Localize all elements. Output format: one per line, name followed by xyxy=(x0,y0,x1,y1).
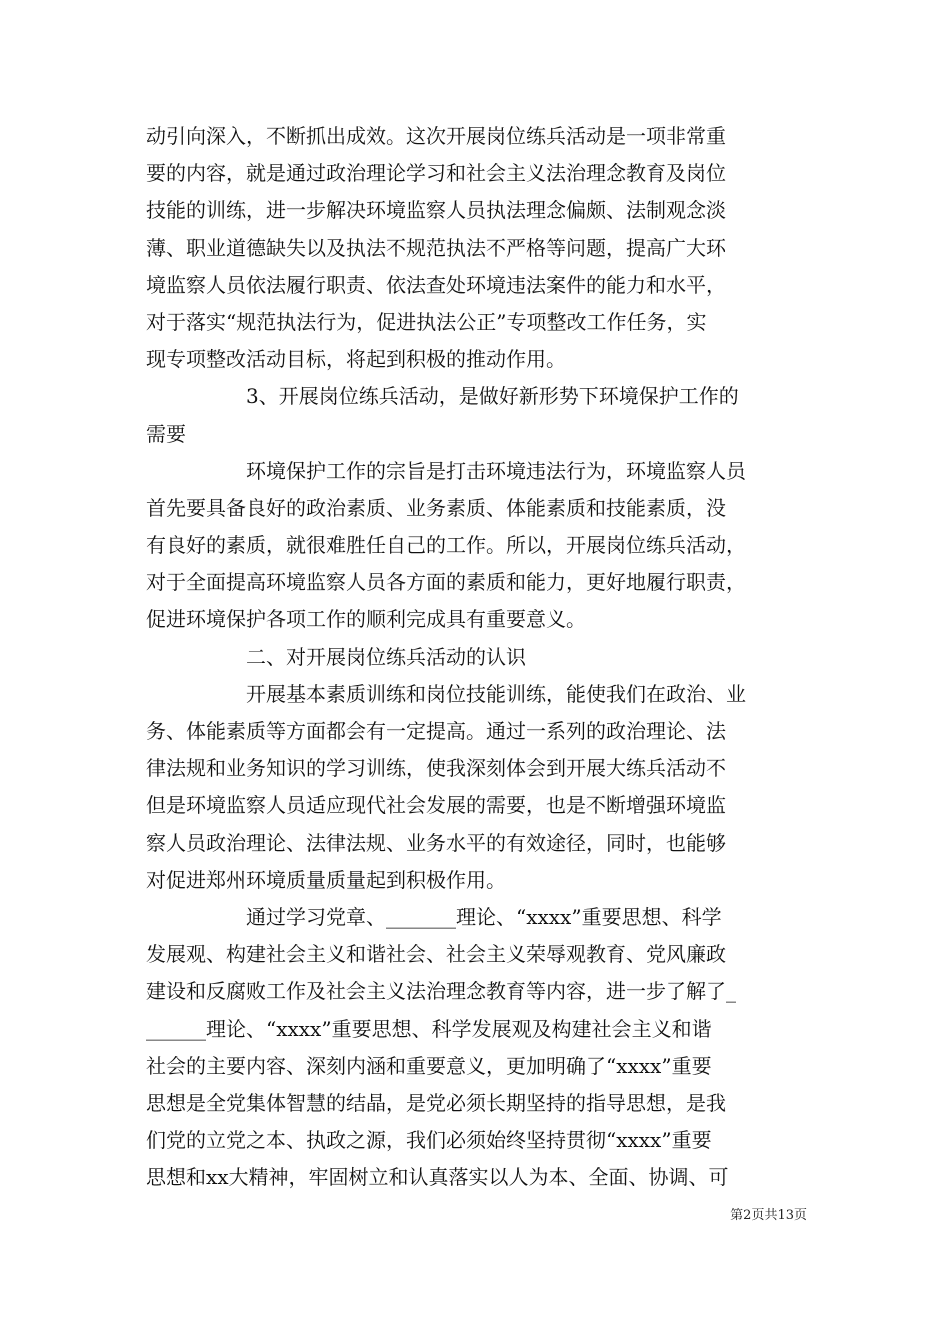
text-line: 对于落实“规范执法行为，促进执法公正”专项整改工作任务，实 xyxy=(146,309,707,334)
text-line: 需要 xyxy=(146,421,186,446)
body-text xyxy=(146,118,810,1196)
text-line: 二、对开展岗位练兵活动的认识 xyxy=(246,644,526,669)
text-line: ______理论、“xxxx”重要思想、科学发展观及构建社会主义和谐 xyxy=(146,1016,712,1041)
text-line: 社会的主要内容、深刻内涵和重要意义，更加明确了“xxxx”重要 xyxy=(146,1053,712,1078)
text-line: 薄、职业道德缺失以及执法不规范执法不严格等问题，提高广大环 xyxy=(146,235,726,260)
text-line: 有良好的素质，就很难胜任自己的工作。所以，开展岗位练兵活动， xyxy=(146,533,746,558)
text-line: 技能的训练，进一步解决环境监察人员执法理念偏颇、法制观念淡 xyxy=(146,198,726,223)
text-line: 首先要具备良好的政治素质、业务素质、体能素质和技能素质，没 xyxy=(146,495,726,520)
text-line: 对促进郑州环境质量质量起到积极作用。 xyxy=(146,867,506,892)
text-line: 察人员政治理论、法律法规、业务水平的有效途径，同时，也能够 xyxy=(146,830,726,855)
text-line: 要的内容，就是通过政治理论学习和社会主义法治理念教育及岗位 xyxy=(146,161,726,186)
text-line: 但是环境监察人员适应现代社会发展的需要，也是不断增强环境监 xyxy=(146,793,726,818)
text-line: 现专项整改活动目标，将起到积极的推动作用。 xyxy=(146,347,566,372)
text-line: 对于全面提高环境监察人员各方面的素质和能力，更好地履行职责， xyxy=(146,570,746,595)
text-line: 思想是全党集体智慧的结晶，是党必须长期坚持的指导思想，是我 xyxy=(146,1090,726,1115)
text-line: 务、体能素质等方面都会有一定提高。通过一系列的政治理论、法 xyxy=(146,719,726,743)
text-line: 律法规和业务知识的学习训练，使我深刻体会到开展大练兵活动不 xyxy=(146,756,726,781)
text-line: 动引向深入，不断抓出成效。这次开展岗位练兵活动是一项非常重 xyxy=(146,124,726,148)
text-line: 3、开展岗位练兵活动，是做好新形势下环境保护工作的 xyxy=(246,384,739,409)
text-line: 建设和反腐败工作及社会主义法治理念教育等内容，进一步了解了_ xyxy=(146,979,736,1004)
text-line: 通过学习党章、_______理论、“xxxx”重要思想、科学 xyxy=(246,904,722,929)
text-line: 们党的立党之本、执政之源，我们必须始终坚持贯彻“xxxx”重要 xyxy=(146,1128,712,1153)
page-number-footer: 第2页共13页 xyxy=(730,1208,807,1223)
text-line: 促进环境保护各项工作的顺利完成具有重要意义。 xyxy=(146,607,586,632)
text-line: 发展观、构建社会主义和谐社会、社会主义荣辱观教育、党风廉政 xyxy=(146,942,726,967)
text-line: 思想和xx大精神，牢固树立和认真落实以人为本、全面、协调、可 xyxy=(146,1165,729,1190)
text-line: 开展基本素质训练和岗位技能训练，能使我们在政治、业 xyxy=(246,681,746,706)
text-line: 环境保护工作的宗旨是打击环境违法行为，环境监察人员 xyxy=(246,458,746,483)
text-line: 境监察人员依法履行职责、依法查处环境违法案件的能力和水平， xyxy=(146,272,726,297)
